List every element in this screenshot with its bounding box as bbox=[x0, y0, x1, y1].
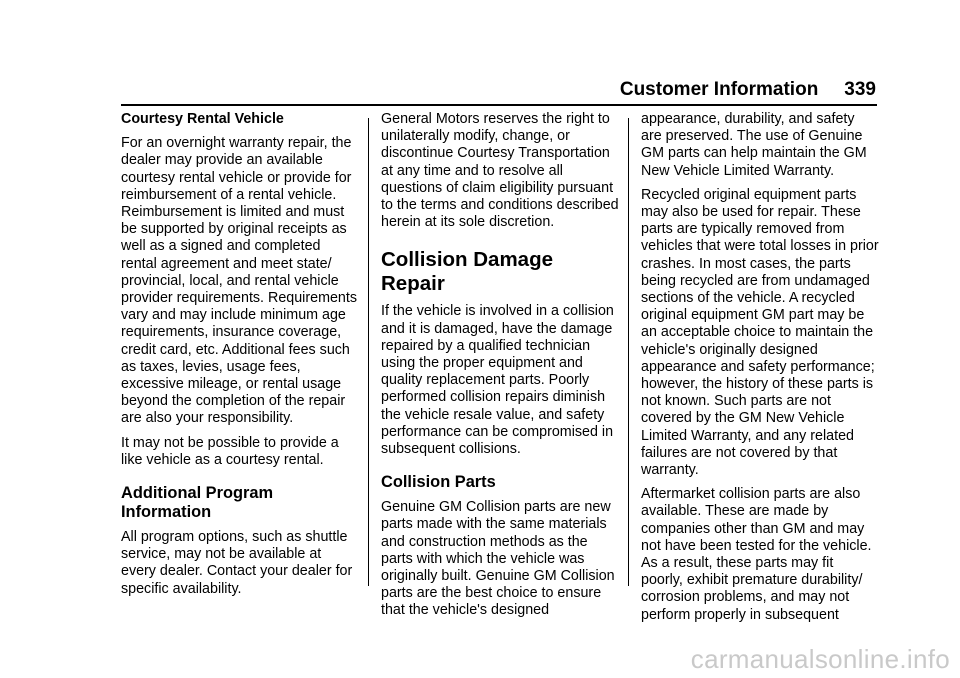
section-title: Customer Information bbox=[619, 79, 819, 100]
courtesy-rental-heading: Courtesy Rental Vehicle bbox=[121, 111, 284, 127]
aftermarket-parts-paragraph: Aftermarket collision parts are also available. These are made by companies other than GM and may not have been tested for the vehicle. As a result, these parts may fit poorly, exhibit premature durability/ corrosion problems, and may not perform properly in subsequent bbox=[641, 486, 872, 623]
genuine-parts-paragraph: Genuine GM Collision parts are new parts made with the same materials and construction methods as the parts with which the vehicle was originally built. Genuine GM Collision parts are the best choice to ensure that the vehicle's designed bbox=[381, 499, 615, 619]
column-1 bbox=[121, 111, 359, 605]
program-options-paragraph: All program options, such as shuttle service, may not be available at every dealer. Contact your dealer for specific availability. bbox=[121, 529, 353, 597]
column-divider-1 bbox=[368, 118, 369, 586]
column-3 bbox=[641, 111, 879, 631]
additional-program-heading: Additional Program Information bbox=[121, 484, 274, 522]
column-2 bbox=[381, 111, 619, 627]
page-number: 339 bbox=[844, 79, 876, 100]
watermark: carmanualsonline.info bbox=[690, 644, 950, 674]
like-vehicle-paragraph: It may not be possible to provide a like vehicle as a courtesy rental. bbox=[121, 434, 339, 468]
column-divider-2 bbox=[628, 118, 629, 586]
collision-damage-heading: Collision Damage Repair bbox=[381, 248, 554, 296]
page-header bbox=[0, 78, 876, 102]
gm-reserves-paragraph: General Motors reserves the right to unilaterally modify, change, or discontinue Courtesy Transportation at any time and to resolve all questions of claim eligibility pursuant to the terms and conditions described herein at its sole discretion. bbox=[381, 111, 619, 231]
appearance-paragraph: appearance, durability, and safety are preserved. The use of Genuine GM parts can help maintain the GM New Vehicle Limited Warranty. bbox=[641, 111, 867, 179]
header-rule bbox=[121, 104, 877, 106]
collision-damage-paragraph: If the vehicle is involved in a collision and it is damaged, have the damage repaired by a qualified technician using the proper equipment and quality replacement parts. Poorly performed collision repairs diminish the vehicle resale value, and safety performance can be compromised in subsequent collisions. bbox=[381, 303, 614, 458]
recycled-parts-paragraph: Recycled original equipment parts may also be used for repair. These parts are typically removed from vehicles that were total losses in prior crashes. In most cases, the parts being recycled are from undamaged sections of the vehicle. A recycled original equipment GM part may be an acceptable choice to maintain the vehicle's originally designed appearance and safety performance; however, the history of these parts is not known. Such parts are not covered by the GM New Vehicle Limited Warranty, and any related failures are not covered by that warranty. bbox=[641, 186, 879, 479]
collision-parts-heading: Collision Parts bbox=[381, 473, 496, 492]
courtesy-rental-paragraph: For an overnight warranty repair, the dealer may provide an available courtesy rental vehicle or provide for reimbursement of a rental vehicle. Reimbursement is limited and must be supported by original receipts as well as a signed and completed rental agreement and meet state/ provincial, local, and rental vehicle provider requirements. Requirements vary and may include minimum age requirements, insurance coverage, credit card, etc. Additional fees such as taxes, levies, usage fees, excessive mileage, or rental usage beyond the completion of the repair are also your responsibility. bbox=[121, 135, 358, 427]
